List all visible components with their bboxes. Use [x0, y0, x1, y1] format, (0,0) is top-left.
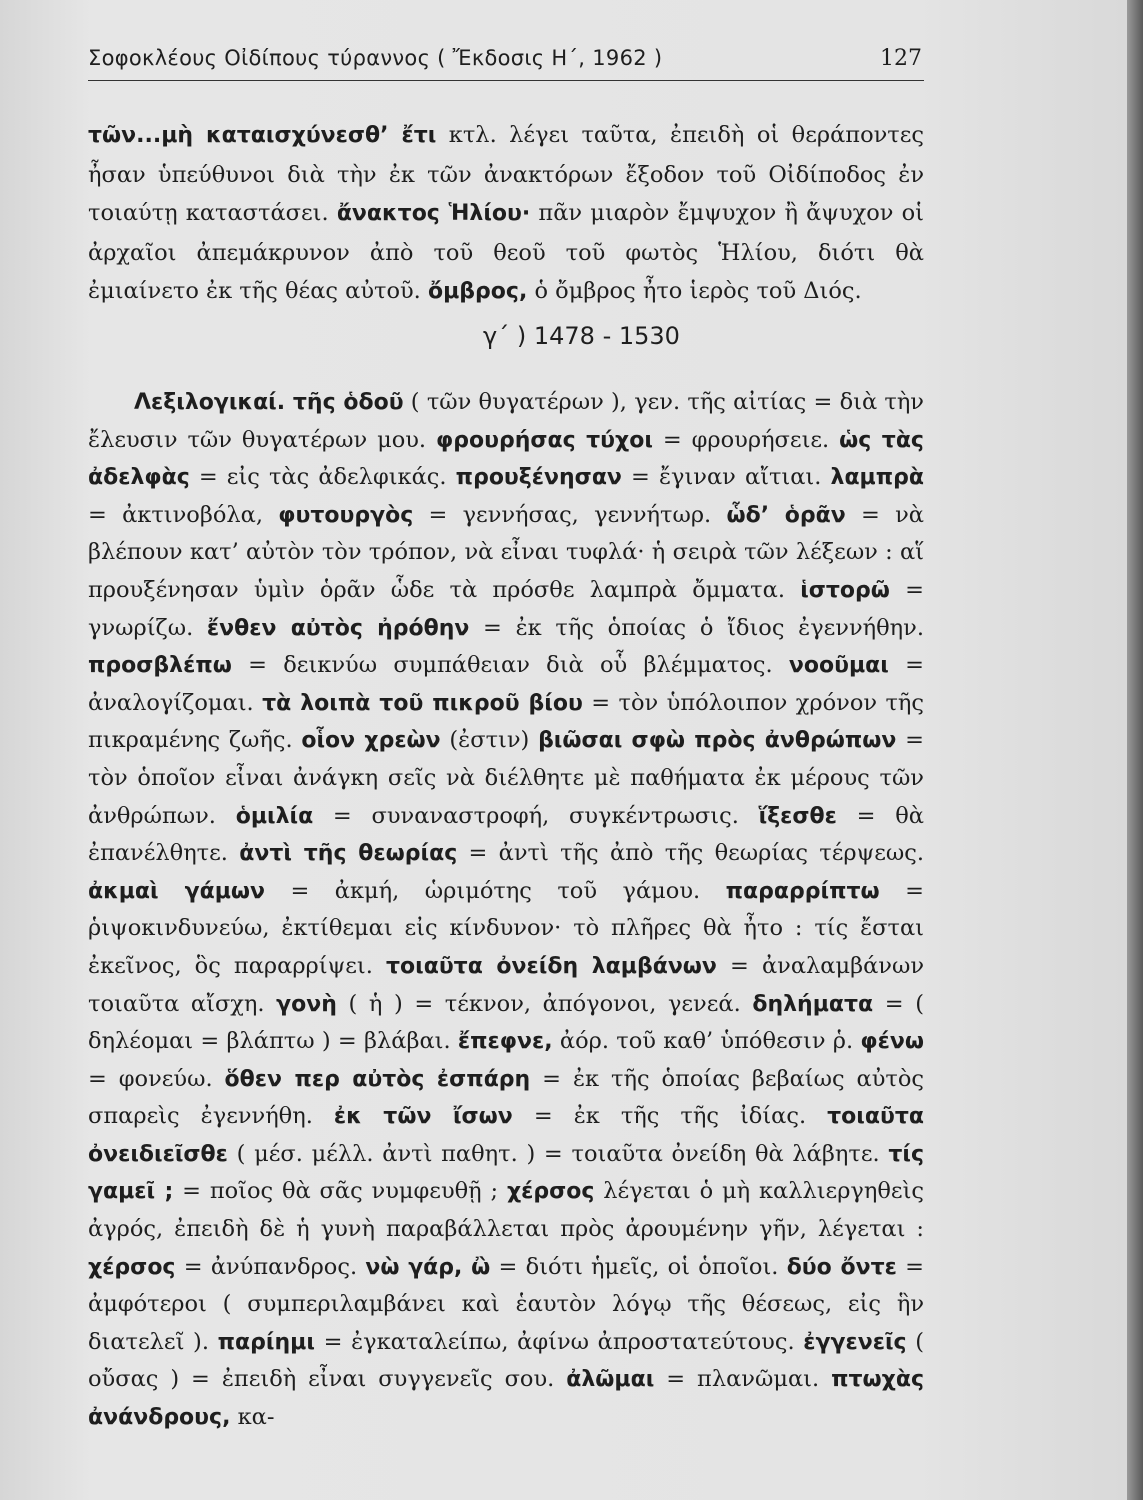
glossary-definition: = ἔγιναν αἴτιαι.: [621, 464, 831, 491]
glossary-definition: = ποῖος θὰ σᾶς νυμφευθῇ ;: [173, 1178, 507, 1205]
glossary-term: νὼ γάρ, ὢ: [365, 1254, 491, 1280]
running-title: Σοφοκλέους Οἰδίπους τύραννος ( Ἔκδοσις Η΄, 1962 ): [88, 46, 663, 70]
glossary-term: ἔνθεν αὐτὸς ἠρόθην: [206, 615, 470, 641]
glossary-term: ὄμβρος,: [427, 279, 528, 304]
glossary-definition: = ῥιψοκινδυνεύω, ἐκτίθεμαι εἰς κίνδυνον· τὸ πλῆρες θὰ ἦτο : τίς ἔσται ἐκεῖνος, ὃς παραρρίψει.: [88, 877, 924, 979]
glossary-definition: = φονεύω.: [88, 1065, 225, 1092]
glossary-definition: = τὸν ὑπόλοιπον χρόνον τῆς πικραμένης ζωῆς.: [88, 689, 925, 754]
glossary-term: χέρσος: [506, 1179, 595, 1205]
glossary-definition: = φρουρήσειε.: [652, 426, 840, 453]
glossary-term: νοοῦμαι: [788, 653, 889, 679]
glossary-term: προσβλέπω: [88, 653, 232, 679]
glossary-term: δηλήματα: [752, 991, 874, 1017]
glossary-definition: = ἐκ τῆς τῆς ἰδίας.: [512, 1103, 828, 1130]
glossary-term: Λεξιλογικαί. τῆς ὁδοῦ: [134, 390, 404, 415]
glossary-term: χέρσος: [88, 1254, 176, 1280]
glossary-definition: = συναναστροφή, συγκέντρωσις.: [313, 802, 759, 829]
page-number: 127: [880, 46, 922, 71]
glossary-term: ὅθεν περ αὐτὸς ἐσπάρη: [224, 1066, 531, 1092]
glossary-definition: πᾶν μιαρὸν ἔμψυχον ἢ ἄψυχον οἱ ἀρχαῖοι ἀπεμάκρυνον ἀπὸ τοῦ θεοῦ τοῦ φωτὸς Ἡλίου, διότι θὰ ἐμιαίνετο ἐκ τῆς θέας αὐτοῦ.: [88, 200, 925, 304]
glossary-definition: = ἐγκαταλείπω, ἀφίνω ἀπροστατεύτους.: [314, 1328, 804, 1355]
glossary-term: προυξένησαν: [455, 465, 622, 491]
glossary-term: ἀλῶμαι: [566, 1367, 655, 1393]
glossary-definition: = ἀναλαμβάνων τοιαῦτα αἴσχη.: [88, 952, 925, 1017]
glossary-definition: = πλανῶμαι.: [654, 1366, 832, 1393]
glossary-term: παραρρίπτω: [725, 878, 880, 904]
glossary-definition: = ἀντὶ τῆς ἀπὸ τῆς θεωρίας τέρψεως.: [457, 840, 924, 867]
page-edge: [1127, 0, 1143, 1500]
glossary-definition: = θὰ ἐπανέλθητε.: [88, 802, 924, 867]
glossary-term: λαμπρὰ: [830, 465, 925, 491]
glossary-term: παρίημι: [217, 1329, 315, 1355]
glossary-definition: = ἀκτινοβόλα,: [88, 501, 279, 528]
glossary-definition: = ἐκ τῆς ὁποίας ὁ ἴδιος ἐγεννήθην.: [469, 614, 924, 641]
glossary-term: ἔπεφνε,: [457, 1029, 553, 1055]
glossary-term: τίς γαμεῖ ;: [88, 1141, 924, 1205]
glossary-term: φένω: [860, 1029, 924, 1055]
glossary-definition: = ἐκ τῆς ὁποίας βεβαίως αὐτὸς σπαρεὶς ἐγεννήθη.: [88, 1065, 924, 1130]
glossary-definition: ( ἡ ) = τέκνον, ἀπόγονοι, γενεά.: [336, 990, 753, 1017]
glossary-definition: = διότι ἡμεῖς, οἱ ὁποῖοι.: [490, 1253, 787, 1280]
glossary-term: ἄνακτος Ἡλίου·: [336, 201, 531, 226]
glossary-definition: = ἀκμή, ὡριμότης τοῦ γάμου.: [265, 877, 726, 904]
glossary-term: ἐκ τῶν ἴσων: [333, 1104, 513, 1130]
glossary-term: τοιαῦτα ὀνειδιεῖσθε: [88, 1104, 924, 1167]
glossary-term: ἀκμαὶ γάμων: [88, 878, 265, 904]
glossary-term: βιῶσαι σφὼ πρὸς ἀνθρώπων: [538, 728, 897, 754]
glossary-term: δύο ὄντε: [786, 1254, 897, 1280]
glossary-definition: ἀόρ. τοῦ καθ’ ὑπόθεσιν ῥ.: [552, 1028, 861, 1055]
glossary-definition: λέγεται ὁ μὴ καλλιεργηθεὶς ἀγρός, ἐπειδὴ δὲ ἡ γυνὴ παραβάλλεται πρὸς ἀρουμένην γῆν, λέγεται :: [88, 1178, 924, 1243]
glossary-definition: ( μέσ. μέλλ. ἀντὶ παθητ. ) = τοιαῦτα ὀνείδη θὰ λάβητε.: [227, 1140, 889, 1167]
glossary-term: οἷον χρεὼν: [301, 728, 441, 754]
glossary-definition: = ἀμφότεροι ( συμπεριλαμβάνει καὶ ἑαυτὸν λόγῳ τῆς θέσεως, εἰς ἣν διατελεῖ ).: [88, 1253, 924, 1355]
glossary-term: τὰ λοιπὰ τοῦ πικροῦ βίου: [262, 690, 583, 716]
glossary-definition: = ἀνύπανδρος.: [175, 1253, 366, 1280]
glossary-term: ἐγγενεῖς: [803, 1329, 907, 1355]
glossary-definition: = γνωρίζω.: [88, 576, 924, 641]
glossary-definition: κτλ. λέγει ταῦτα, ἐπειδὴ οἱ θεράποντες ἦσαν ὑπεύθυνοι διὰ τὴν ἐκ τῶν ἀνακτόρων ἔξοδον τοῦ Οἰδίποδος ἐν τοιαύτῃ καταστάσει.: [88, 122, 925, 226]
intro-paragraph: [88, 116, 924, 312]
glossary-definition: = γεννήσας, γεννήτωρ.: [413, 501, 727, 528]
glossary-definition: ὁ ὄμβρος ἦτο ἱερὸς τοῦ Διός.: [527, 278, 862, 304]
glossary-paragraph: [88, 384, 924, 1437]
glossary-term: ὧδ’ ὁρᾶν: [726, 502, 846, 528]
glossary-definition: = νὰ βλέπουν κατ’ αὐτὸν τὸν τρόπον, νὰ εἶναι τυφλά· ἡ σειρὰ τῶν λέξεων : αἵ προυξένησαν ὑμὶν ὁρᾶν ὧδε τὰ πρόσθε λαμπρὰ ὄμματα.: [88, 501, 924, 603]
glossary-term: πτωχὰς ἀνάνδρους,: [88, 1367, 924, 1431]
glossary-term: ἵξεσθε: [758, 803, 837, 829]
glossary-term: ἱστορῶ: [800, 577, 890, 603]
glossary-term: γονὴ: [276, 991, 337, 1017]
glossary-definition: ( οὔσας ) = ἐπειδὴ εἶναι συγγενεῖς σου.: [88, 1328, 924, 1393]
glossary-term: ὡς τὰς ἀδελφὰς: [88, 427, 924, 491]
glossary-term: ἀντὶ τῆς θεωρίας: [239, 841, 458, 867]
glossary-definition: = δεικνύω συμπάθειαν διὰ οὗ βλέμματος.: [231, 652, 789, 679]
section-heading: γ΄ ) 1478 - 1530: [483, 322, 680, 350]
glossary-definition: = ἀναλογίζομαι.: [88, 652, 924, 716]
glossary-definition: κα-: [230, 1404, 275, 1431]
glossary-term: τοιαῦτα ὀνείδη λαμβάνων: [385, 953, 717, 979]
glossary-definition: (ἐστιν): [440, 727, 539, 754]
glossary-definition: ( τῶν θυγατέρων ), γεν. τῆς αἰτίας = διὰ τὴν ἔλευσιν τῶν θυγατέρων μου.: [88, 389, 924, 453]
glossary-definition: = τὸν ὁποῖον εἶναι ἀνάγκη σεῖς νὰ διέλθητε μὲ παθήματα ἐκ μέρους τῶν ἀνθρώπων.: [88, 727, 924, 829]
glossary-term: τῶν...μὴ καταισχύνεσθ’ ἔτι: [88, 123, 437, 148]
glossary-term: φυτουργὸς: [278, 502, 414, 528]
glossary-term: ὁμιλία: [235, 803, 314, 829]
glossary-definition: = ( δηλέομαι = βλάπτω ) = βλάβαι.: [88, 990, 924, 1055]
running-header: [88, 44, 924, 81]
glossary-term: φρουρήσας τύχοι: [436, 427, 653, 453]
glossary-definition: = εἰς τὰς ἀδελφικάς.: [189, 464, 456, 491]
